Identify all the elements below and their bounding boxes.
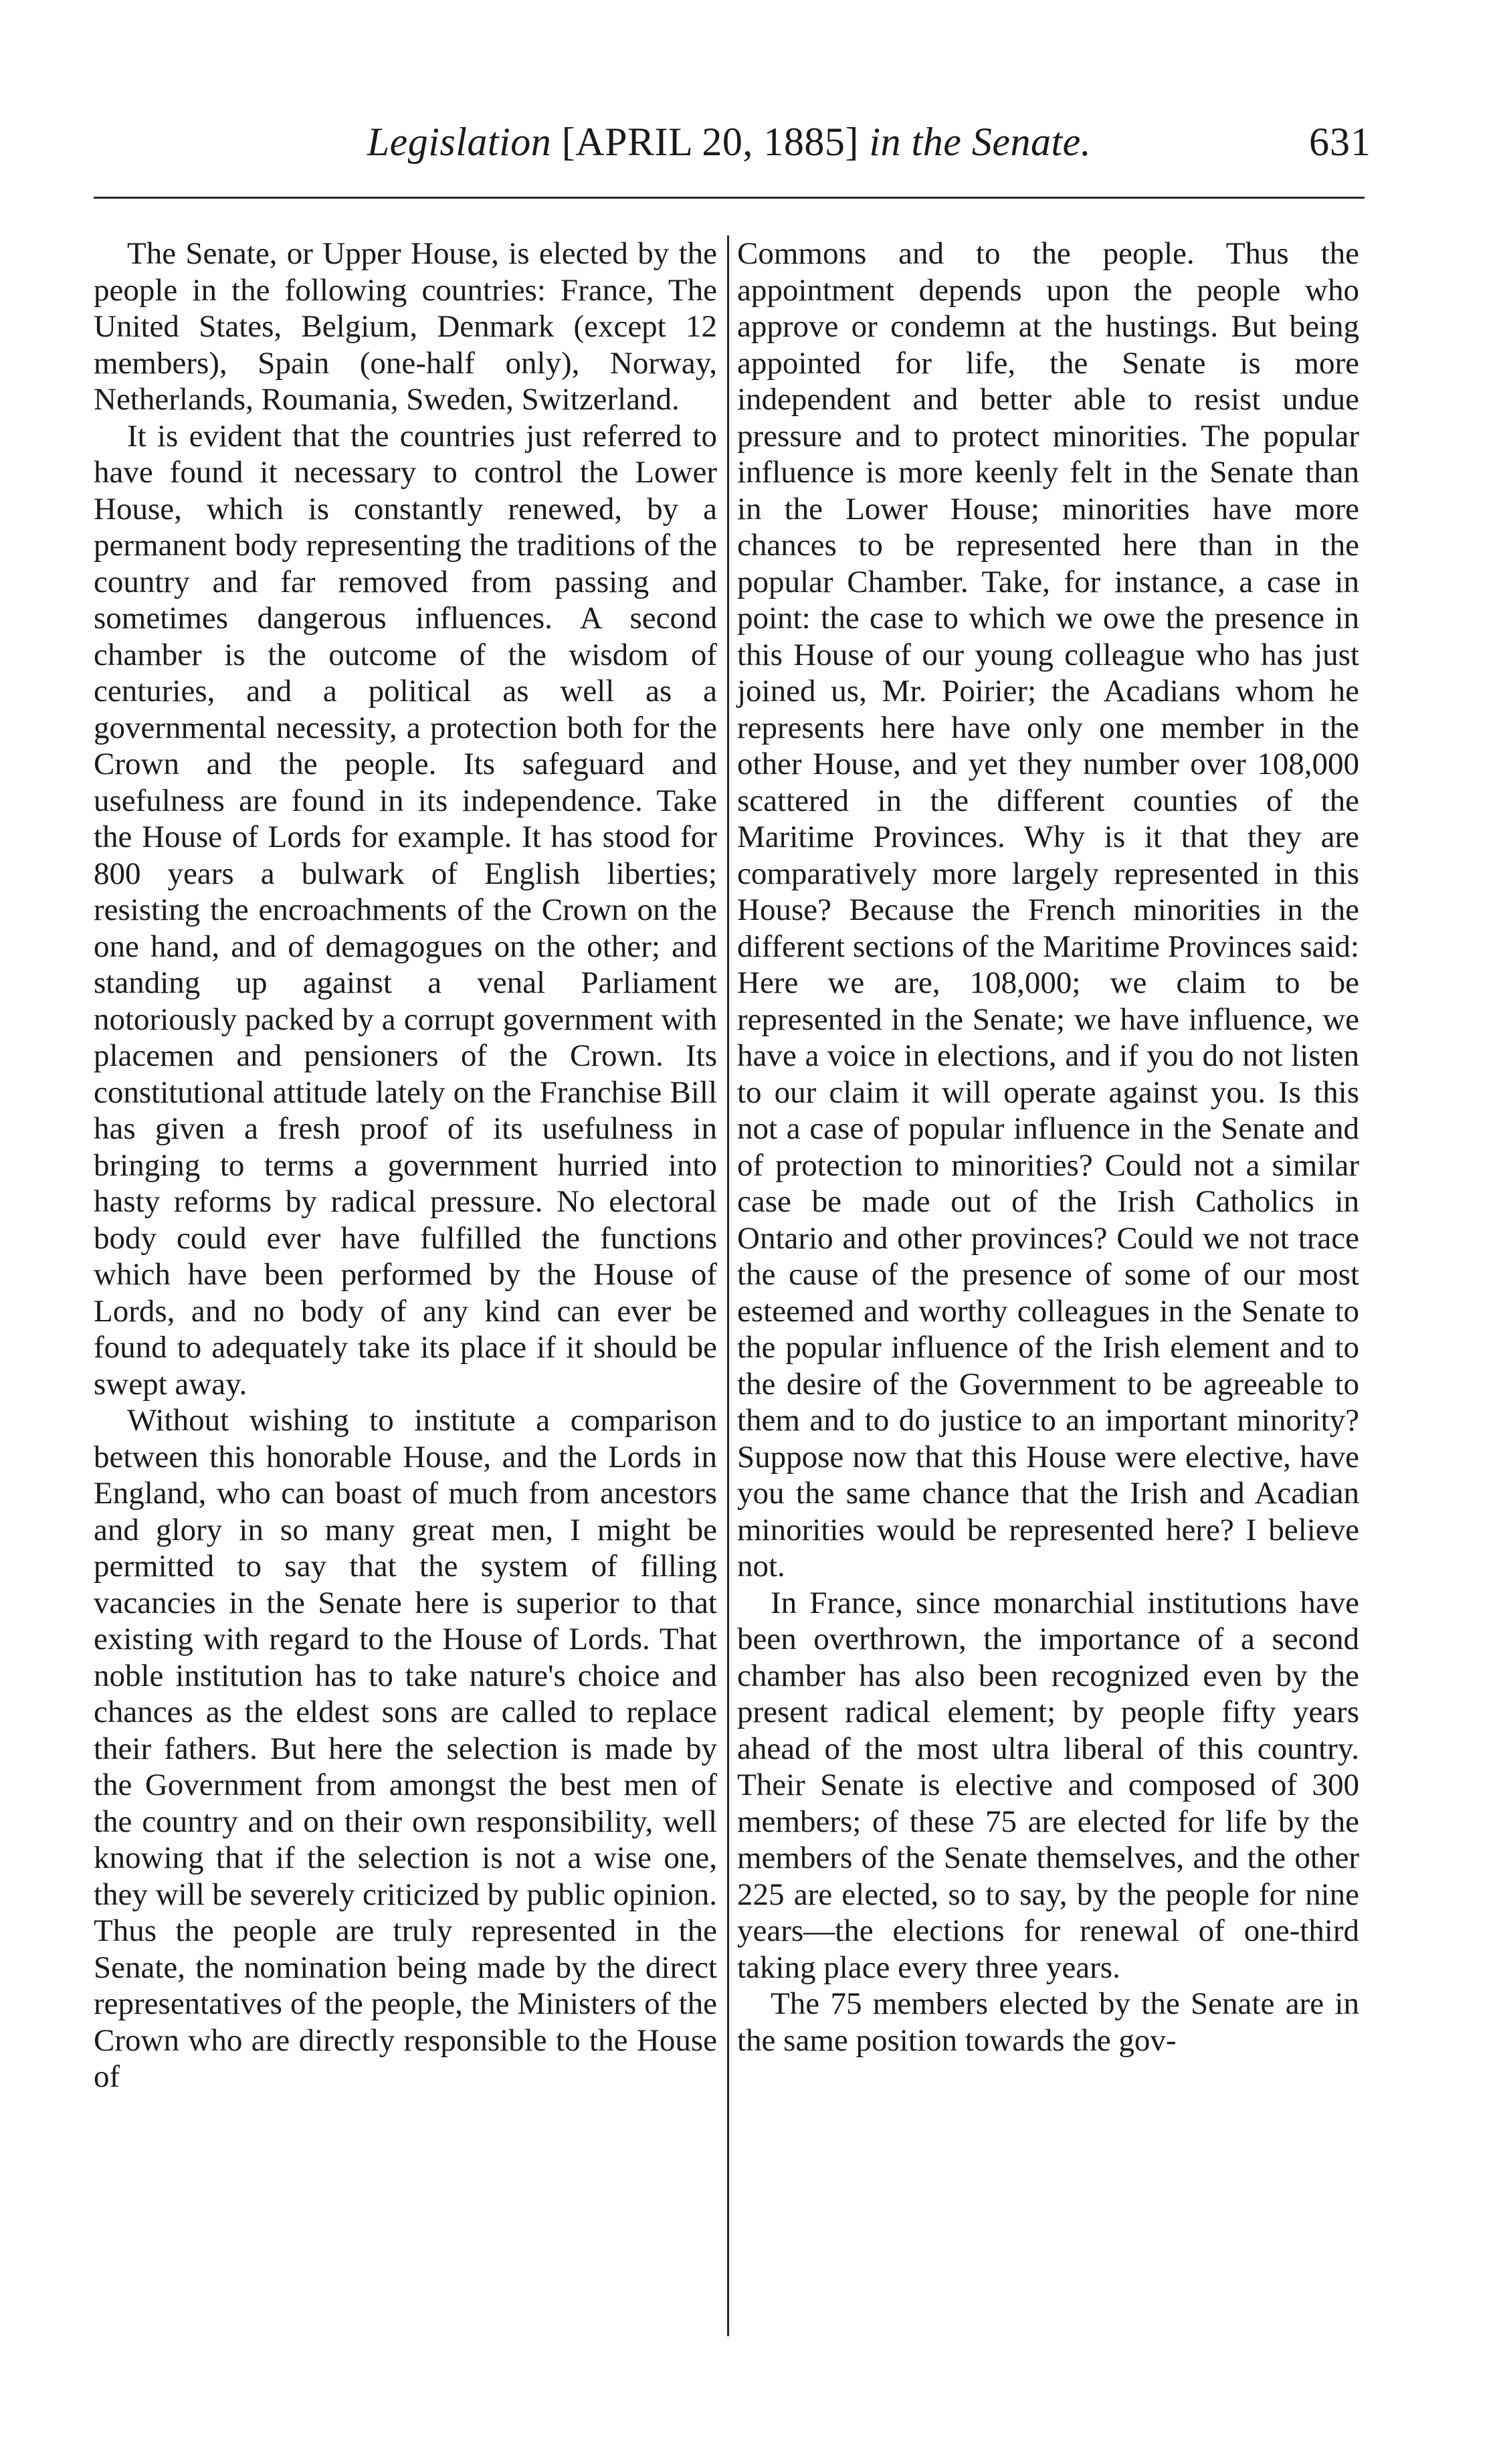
paragraph: It is evident that the countries just referred to have found it necessary to control the Lower House, which is constantly renewed, by a permanent body representing the traditions of the country and far removed from passing and sometimes dangerous influences. A second chamber is the outcome of the wisdom of centuries, and a political as well as a governmental necessity, a protection both for the Crown and the people. Its safeguard and usefulness are found in its independence. Take the House of Lords for example. It has stood for 800 years a bulwark of English liberties; resisting the encroachments of the Crown on the one hand, and of demagogues on the other; and standing up against a venal Parliament notoriously packed by a corrupt government with placemen and pensioners of the Crown. Its constitutional attitude lately on the Franchise Bill has given a fresh proof of its usefulness in bringing to terms a government hurried into hasty reforms by radical pressure. No electoral body could ever have fulfilled the functions which have been performed by the House of Lords, and no body of any kind can ever be found to adequately take its place if it should be swept away. bbox=[94, 418, 717, 1402]
left-column bbox=[94, 235, 717, 2095]
right-column bbox=[737, 235, 1359, 2059]
running-title-legislation: Legislation bbox=[367, 120, 552, 164]
page-number: 631 bbox=[1309, 120, 1371, 164]
running-title-date: [APRIL 20, 1885] bbox=[551, 120, 870, 164]
paragraph-continued: Commons and to the people. Thus the appointment depends upon the people who approve or condemn at the hustings. But being appointed for life, the Senate is more independent and better able to resist undue pressure and to protect minorities. The popular influence is more keenly felt in the Senate than in the Lower House; minorities have more chances to be represented here than in the popular Chamber. Take, for instance, a case in point: the case to which we owe the presence in this House of our young colleague who has just joined us, Mr. Poirier; the Acadians whom he represents here have only one member in the other House, and yet they number over 108,000 scattered in the different counties of the Maritime Provinces. Why is it that they are comparatively more largely represented in this House? Because the French minorities in the different sections of the Maritime Provinces said: Here we are, 108,000; we claim to be represented in the Senate; we have influence, we have a voice in elections, and if you do not listen to our claim it will operate against you. Is this not a case of popular influence in the Senate and of protection to minorities? Could not a similar case be made out of the Irish Catholics in Ontario and other provinces? Could we not trace the cause of the presence of some of our most esteemed and worthy colleagues in the Senate to the popular influence of the Irish element and to the desire of the Government to be agreeable to them and to do justice to an important minority? Suppose now that this House were elective, have you the same chance that the Irish and Acadian minorities would be represented here? I believe not. bbox=[737, 236, 1359, 1584]
paragraph: The 75 members elected by the Senate are in the same position towards the gov- bbox=[737, 1986, 1359, 2058]
running-head bbox=[94, 119, 1371, 173]
running-title-senate: in the Senate. bbox=[869, 120, 1092, 164]
paragraph: In France, since monarchial institutions have been overthrown, the importance of a second chamber has also been recognized even by the present radical element; by people fifty years ahead of the most ultra liberal of this country. Their Senate is elective and composed of 300 members; of these 75 are elected for life by the members of the Senate themselves, and the other 225 are elected, so to say, by the people for nine years—the elections for renewal of one-third taking place every three years. bbox=[737, 1585, 1359, 1985]
paragraph: Without wishing to institute a comparison between this honorable House, and the Lords in England, who can boast of much from ancestors and glory in so many great men, I might be permitted to say that the system of filling vacancies in the Senate here is superior to that existing with regard to the House of Lords. That noble institution has to take nature's choice and chances as the eldest sons are called to replace their fathers. But here the selection is made by the Government from amongst the best men of the country and on their own responsibility, well knowing that if the selection is not a wise one, they will be severely criticized by public opinion. Thus the people are truly represented in the Senate, the nomination being made by the direct representatives of the people, the Ministers of the Crown who are directly responsible to the House of bbox=[94, 1403, 717, 2094]
column-divider bbox=[727, 235, 729, 2336]
paragraph: The Senate, or Upper House, is elected by the people in the following countries: France, The United States, Belgium, Denmark (except 12 members), Spain (one-half only), Norway, Netherlands, Roumania, Sweden, Switzerland. bbox=[94, 236, 717, 417]
running-title bbox=[94, 119, 1365, 165]
header-rule bbox=[94, 197, 1365, 199]
